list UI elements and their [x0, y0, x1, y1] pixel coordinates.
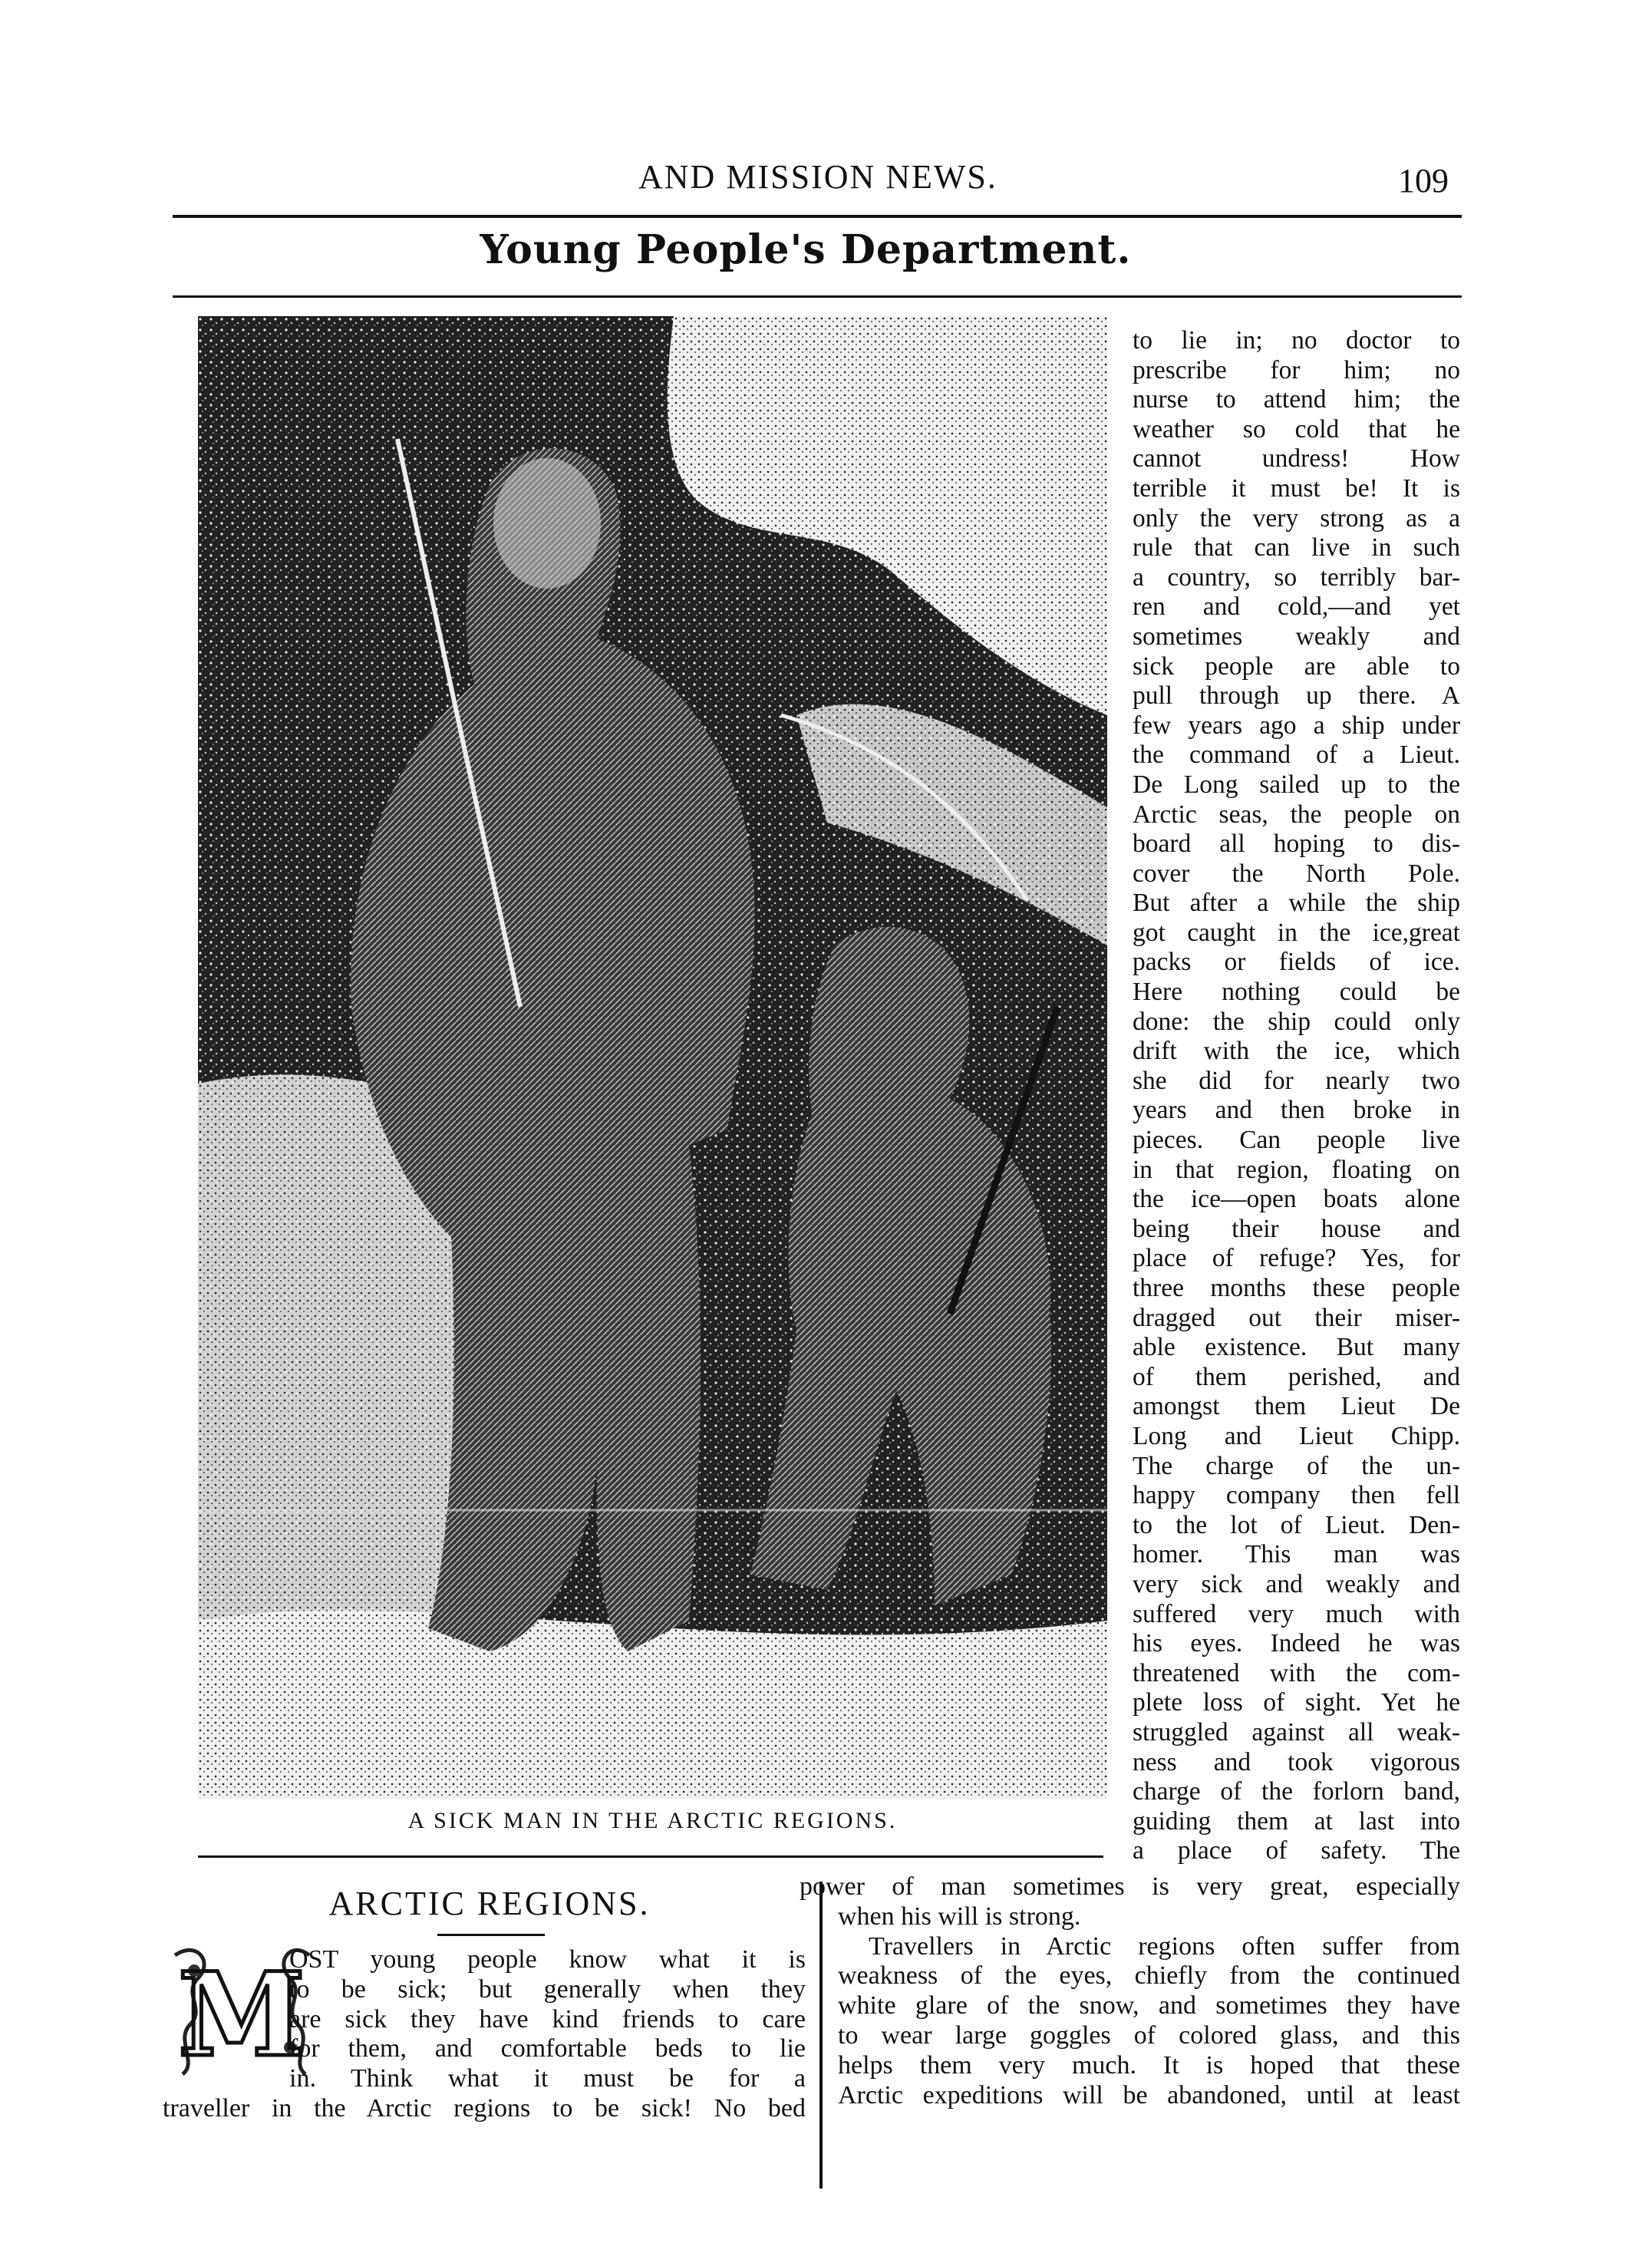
text-line: homer. This man was	[1133, 1540, 1460, 1569]
header-rule	[173, 215, 1462, 218]
text-line: the command of a Lieut.	[1133, 741, 1460, 770]
department-title: Young People's Department.	[480, 226, 1132, 273]
text-line: Here nothing could be	[1133, 978, 1460, 1007]
text-line: ren and cold,—and yet	[1133, 592, 1460, 622]
text-line: a country, so terribly bar-	[1133, 562, 1460, 592]
text-line: pieces. Can people live	[1133, 1126, 1460, 1155]
text-line: Arctic seas, the people on	[1133, 800, 1460, 829]
section-rule	[198, 1855, 1103, 1858]
text-line: a place of safety. The	[1133, 1836, 1460, 1865]
text-line: to wear large goggles of colored glass, and this	[838, 2020, 1460, 2050]
illustration-caption: A SICK MAN IN THE ARCTIC REGIONS.	[407, 1808, 898, 1833]
text-line: drift with the ice, which	[1133, 1037, 1460, 1066]
text-line: able existence. But many	[1133, 1333, 1460, 1362]
text-line: when his will is strong.	[838, 1902, 1081, 1931]
text-line: guiding them at last into	[1133, 1806, 1460, 1836]
text-line: terrible it must be! It is	[1133, 473, 1460, 503]
text-line: weather so cold that he	[1133, 414, 1460, 444]
right-column-text	[1133, 326, 1460, 1866]
text-line: his eyes. Indeed he was	[1133, 1629, 1460, 1658]
text-line: threatened with the com-	[1133, 1658, 1460, 1687]
left-column-text	[163, 1945, 806, 2124]
running-title: AND MISSION NEWS.	[638, 158, 997, 196]
text-line: only the very strong as a	[1133, 503, 1460, 533]
text-line: board all hoping to dis-	[1133, 830, 1460, 859]
text-line: amongst them Lieut De	[1133, 1392, 1460, 1421]
text-line: in. Think what it must be for a	[289, 2064, 806, 2093]
text-line: the ice—open boats alone	[1133, 1185, 1460, 1214]
text-line: for them, and comfortable beds to lie	[289, 2034, 806, 2063]
text-line: ness and took vigorous	[1133, 1747, 1460, 1776]
text-line: suffered very much with	[1133, 1599, 1460, 1628]
text-line: to lie in; no doctor to	[1133, 326, 1460, 355]
text-line: three months these people	[1133, 1274, 1460, 1302]
text-line: white glare of the snow, and sometimes they have	[838, 1991, 1460, 2020]
right-column-paragraph	[1133, 326, 1460, 1866]
text-line: Arctic expeditions will be abandoned, until at least	[838, 2080, 1460, 2109]
text-line: years and then broke in	[1133, 1096, 1460, 1125]
page-number: 109	[1398, 162, 1449, 200]
text-line: cover the North Pole.	[1133, 859, 1460, 888]
title-rule	[173, 295, 1462, 298]
text-line: sometimes weakly and	[1133, 622, 1460, 651]
bottom-right-text	[800, 1872, 1460, 2110]
text-line: to the lot of Lieut. Den-	[1133, 1510, 1460, 1539]
text-line: prescribe for him; no	[1133, 355, 1460, 384]
text-line: Long and Lieut Chipp.	[1133, 1421, 1460, 1450]
column-divider	[819, 1882, 823, 2189]
text-line: OST young people know what it is	[289, 1945, 806, 1974]
text-line: De Long sailed up to the	[1133, 770, 1460, 799]
text-line: struggled against all weak-	[1133, 1717, 1460, 1747]
text-line: of them perished, and	[1133, 1362, 1460, 1391]
text-line: helps them very much. It is hoped that these	[838, 2050, 1460, 2080]
text-line: rule that can live in such	[1133, 533, 1460, 562]
text-line: sick people are able to	[1133, 651, 1460, 681]
text-line: plete loss of sight. Yet he	[1133, 1688, 1460, 1717]
drop-cap-letter: M	[177, 1948, 306, 2078]
text-line: The charge of the un-	[1133, 1451, 1460, 1480]
text-line: traveller in the Arctic regions to be sick! No bed	[163, 2093, 806, 2123]
section-title: ARCTIC REGIONS.	[328, 1885, 651, 1922]
text-line: being their house and	[1133, 1214, 1460, 1243]
text-line: cannot undress! How	[1133, 444, 1460, 473]
text-line: weakness of the eyes, chiefly from the continued	[838, 1961, 1460, 1991]
text-line: to be sick; but generally when they	[289, 1974, 806, 2004]
text-line: But after a while the ship	[1133, 889, 1460, 918]
text-line: nurse to attend him; the	[1133, 385, 1460, 414]
text-line: pull through up there. A	[1133, 681, 1460, 711]
text-line: are sick they have kind friends to care	[289, 2004, 806, 2034]
text-line: Travellers in Arctic regions often suffer from	[869, 1931, 1460, 1961]
text-line: dragged out their miser-	[1133, 1303, 1460, 1332]
text-line: she did for nearly two	[1133, 1066, 1460, 1095]
text-line: done: the ship could only	[1133, 1007, 1460, 1036]
text-line: place of refuge? Yes, for	[1133, 1244, 1460, 1273]
engraving-image	[198, 316, 1107, 1799]
text-line: few years ago a ship under	[1133, 711, 1460, 740]
section-title-underline	[437, 1934, 545, 1936]
text-line: power of man sometimes is very great, especially	[800, 1872, 1460, 1901]
text-line: very sick and weakly and	[1133, 1569, 1460, 1598]
text-line: got caught in the ice,great	[1133, 918, 1460, 947]
text-line: happy company then fell	[1133, 1481, 1460, 1510]
arctic-illustration	[198, 316, 1107, 1799]
text-line: packs or fields of ice.	[1133, 948, 1460, 977]
text-line: charge of the forlorn band,	[1133, 1777, 1460, 1806]
text-line: in that region, floating on	[1133, 1155, 1460, 1184]
